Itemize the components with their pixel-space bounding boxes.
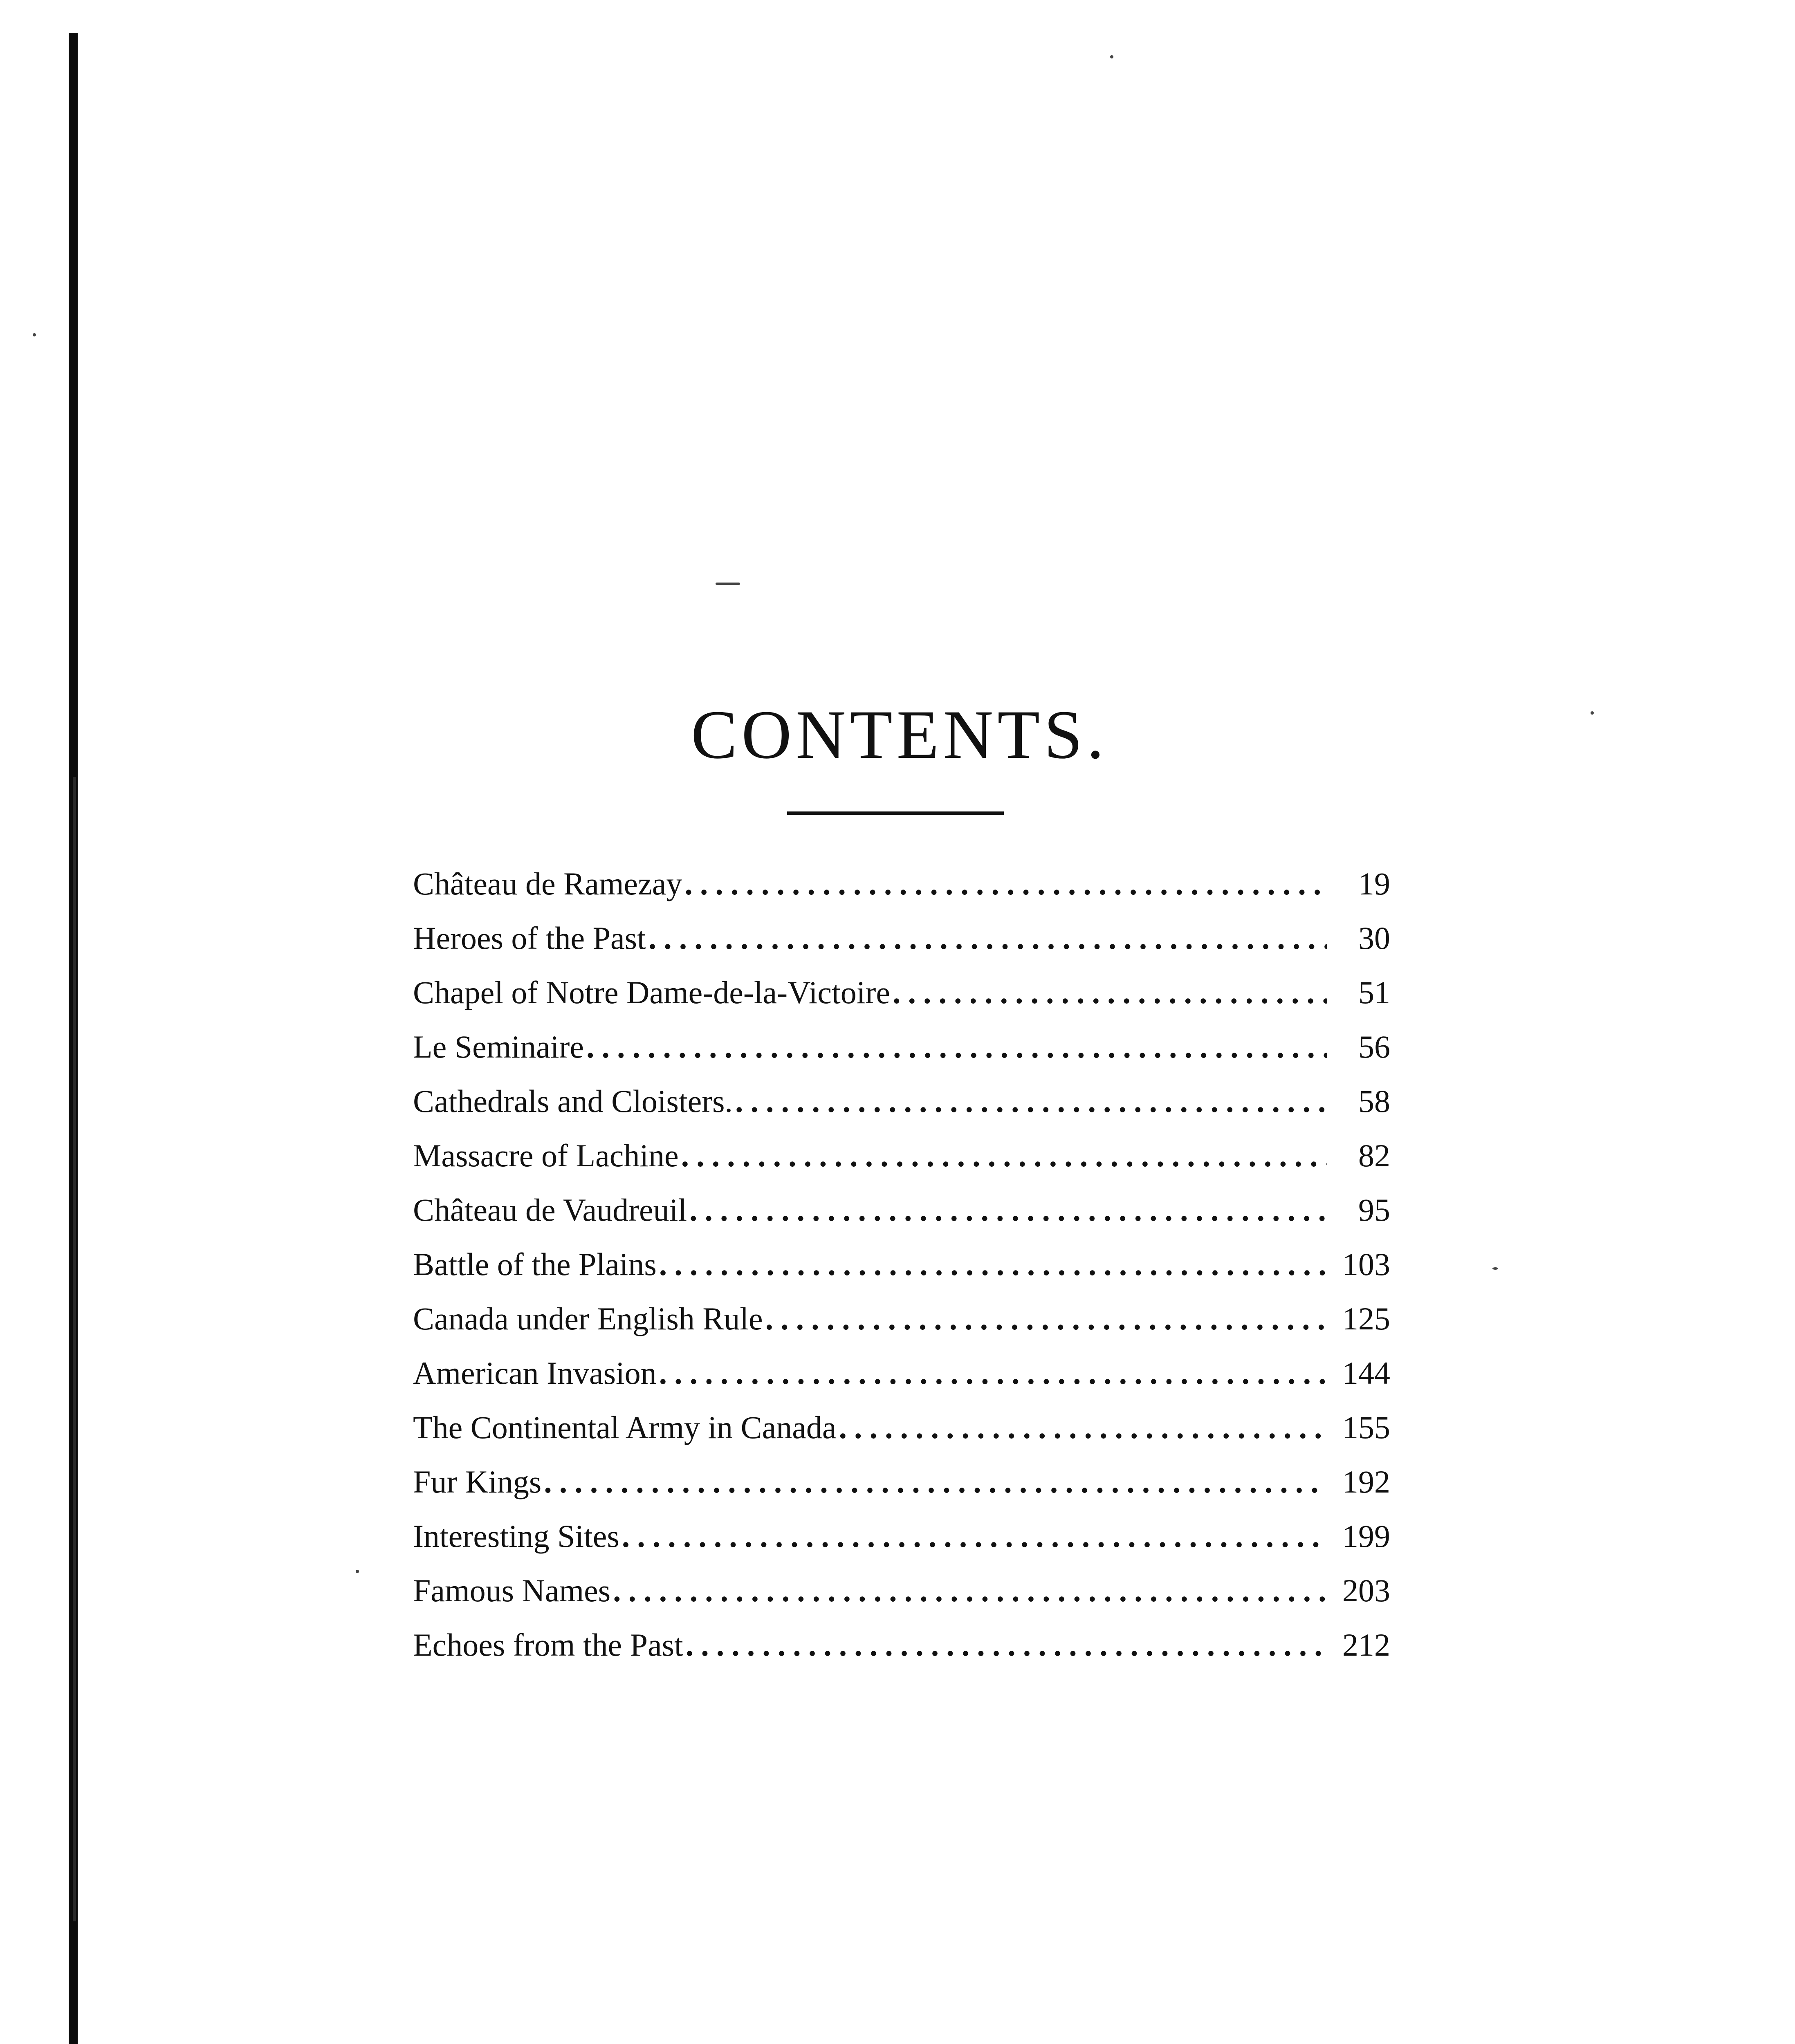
toc-entry-page-number: 199 <box>1342 1518 1390 1554</box>
toc-entry-page-number: 82 <box>1358 1138 1390 1173</box>
toc-entry-title: Massacre of Lachine <box>413 1138 679 1173</box>
toc-entry <box>413 1128 1390 1183</box>
toc-entry-title: Fur Kings <box>413 1464 542 1499</box>
page-binding-shadow <box>73 777 76 1921</box>
dot-leader <box>684 856 1327 911</box>
toc-entry <box>413 1400 1390 1455</box>
scan-speck <box>716 583 740 585</box>
toc-entry-page-number: 192 <box>1342 1464 1390 1499</box>
toc-entry-page-number: 19 <box>1358 866 1390 901</box>
toc-entry-title: Canada under English Rule <box>413 1301 763 1336</box>
toc-entry-title: Famous Names <box>413 1573 611 1608</box>
toc-entry-page-number: 30 <box>1358 920 1390 956</box>
toc-entry-page-number: 95 <box>1358 1192 1390 1228</box>
scan-speck <box>1492 1267 1498 1270</box>
toc-entry <box>413 1563 1390 1618</box>
dot-leader <box>681 1128 1327 1183</box>
toc-entry-title: Battle of the Plains <box>413 1246 657 1282</box>
toc-entry-page-number: 56 <box>1358 1029 1390 1065</box>
toc-entry-title: Chapel of Notre Dame-de-la-Victoire <box>413 975 890 1010</box>
toc-entry <box>413 965 1390 1020</box>
toc-entry-title: American Invasion <box>413 1355 657 1391</box>
dot-leader <box>659 1346 1327 1400</box>
toc-entry-title: Heroes of the Past <box>413 920 646 956</box>
toc-entry-title: The Continental Army in Canada <box>413 1410 837 1445</box>
toc-entry-page-number: 203 <box>1342 1573 1390 1608</box>
dot-leader <box>689 1183 1327 1237</box>
toc-entry <box>413 856 1390 911</box>
toc-entry-title: Le Seminaire <box>413 1029 584 1065</box>
scan-speck <box>1110 55 1113 58</box>
dot-leader <box>686 1618 1327 1672</box>
dot-leader <box>622 1509 1327 1563</box>
contents-heading: CONTENTS. <box>691 696 1108 773</box>
toc-entry-page-number: 125 <box>1342 1301 1390 1336</box>
toc-entry-page-number: 155 <box>1342 1410 1390 1445</box>
dot-leader <box>544 1455 1327 1509</box>
toc-entry <box>413 1183 1390 1237</box>
scan-speck <box>1591 711 1594 715</box>
toc-entry <box>413 1346 1390 1400</box>
toc-entry <box>413 1291 1390 1346</box>
dot-leader <box>839 1400 1327 1455</box>
dot-leader <box>765 1291 1327 1346</box>
dot-leader <box>735 1074 1327 1128</box>
toc-entry-title: Interesting Sites <box>413 1518 619 1554</box>
scan-speck <box>33 333 36 336</box>
dot-leader <box>893 965 1327 1020</box>
toc-entry <box>413 911 1390 965</box>
table-of-contents <box>413 856 1390 1672</box>
toc-entry-page-number: 51 <box>1358 975 1390 1010</box>
toc-entry-page-number: 212 <box>1342 1627 1390 1663</box>
dot-leader <box>648 911 1327 965</box>
toc-entry <box>413 1509 1390 1563</box>
toc-entry-title: Cathedrals and Cloisters. <box>413 1083 733 1119</box>
toc-entry <box>413 1455 1390 1509</box>
toc-entry-title: Château de Vaudreuil <box>413 1192 687 1228</box>
scan-speck <box>356 1570 359 1573</box>
toc-entry-page-number: 144 <box>1342 1355 1390 1391</box>
toc-entry <box>413 1237 1390 1291</box>
toc-entry-title: Echoes from the Past <box>413 1627 683 1663</box>
toc-entry-title: Château de Ramezay <box>413 866 682 901</box>
toc-entry-page-number: 103 <box>1342 1246 1390 1282</box>
toc-entry <box>413 1020 1390 1074</box>
toc-entry <box>413 1074 1390 1128</box>
toc-entry-page-number: 58 <box>1358 1083 1390 1119</box>
toc-entry <box>413 1618 1390 1672</box>
dot-leader <box>659 1237 1327 1291</box>
dot-leader <box>586 1020 1327 1074</box>
dot-leader <box>613 1563 1327 1618</box>
heading-rule <box>787 811 1004 815</box>
